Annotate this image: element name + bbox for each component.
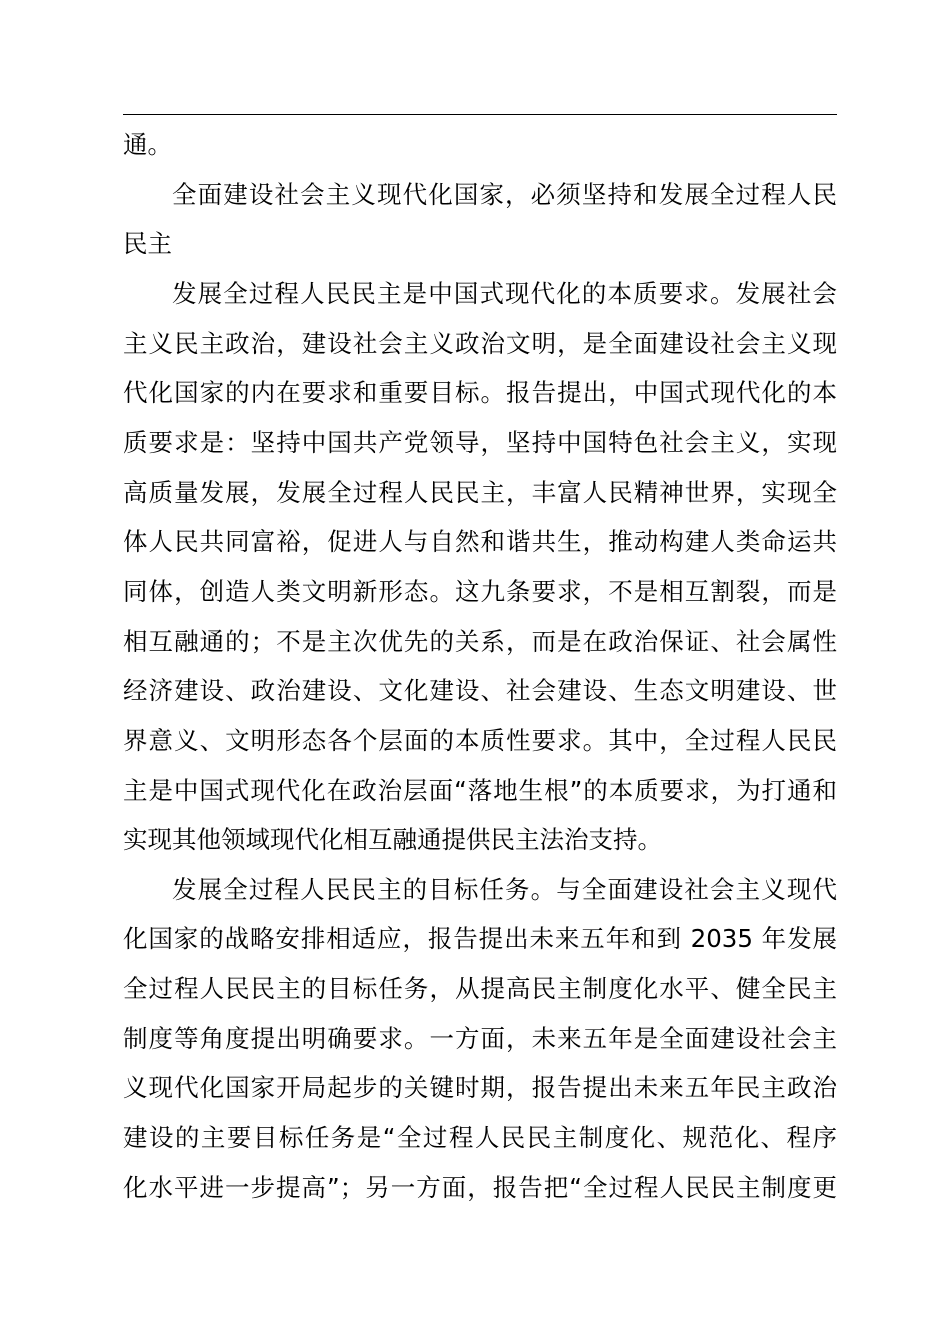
text-line: 高质量发展，发展全过程人民民主，丰富人民精神世界，实现全 xyxy=(123,478,837,507)
heading-line: 全面建设社会主义现代化国家，必须坚持和发展全过程人民 xyxy=(172,180,837,209)
text-line: 建设的主要目标任务是“全过程人民民主制度化、规范化、程序 xyxy=(123,1123,837,1152)
text-line: 通。 xyxy=(123,130,172,159)
text-line: 质要求是：坚持中国共产党领导，坚持中国特色社会主义，实现 xyxy=(123,428,837,457)
text-line: 化水平进一步提高”；另一方面，报告把“全过程人民民主制度更 xyxy=(123,1173,837,1202)
text-line: 全过程人民民主的目标任务，从提高民主制度化水平、健全民主 xyxy=(123,974,837,1003)
text-line: 经济建设、政治建设、文化建设、社会建设、生态文明建设、世 xyxy=(123,676,837,705)
text-line: 体人民共同富裕，促进人与自然和谐共生，推动构建人类命运共 xyxy=(123,527,837,556)
text-line: 义现代化国家开局起步的关键时期，报告提出未来五年民主政治 xyxy=(123,1073,837,1102)
text-line: 制度等角度提出明确要求。一方面，未来五年是全面建设社会主 xyxy=(123,1024,837,1053)
text-line: 界意义、文明形态各个层面的本质性要求。其中，全过程人民民 xyxy=(123,726,837,755)
text-line: 发展全过程人民民主的目标任务。与全面建设社会主义现代 xyxy=(172,875,837,904)
heading-line: 民主 xyxy=(123,229,172,258)
text-line: 主是中国式现代化在政治层面“落地生根”的本质要求，为打通和 xyxy=(123,776,837,805)
text-line: 化国家的战略安排相适应，报告提出未来五年和到 2035 年发展 xyxy=(123,924,837,953)
text-line: 主义民主政治，建设社会主义政治文明，是全面建设社会主义现 xyxy=(123,329,837,358)
header-rule xyxy=(123,114,837,115)
text-line: 同体，创造人类文明新形态。这九条要求，不是相互割裂，而是 xyxy=(123,577,837,606)
text-line: 相互融通的；不是主次优先的关系，而是在政治保证、社会属性 xyxy=(123,627,837,656)
text-line: 发展全过程人民民主是中国式现代化的本质要求。发展社会 xyxy=(172,279,837,308)
text-line: 实现其他领域现代化相互融通提供民主法治支持。 xyxy=(123,825,662,854)
text-line: 代化国家的内在要求和重要目标。报告提出，中国式现代化的本 xyxy=(123,378,837,407)
